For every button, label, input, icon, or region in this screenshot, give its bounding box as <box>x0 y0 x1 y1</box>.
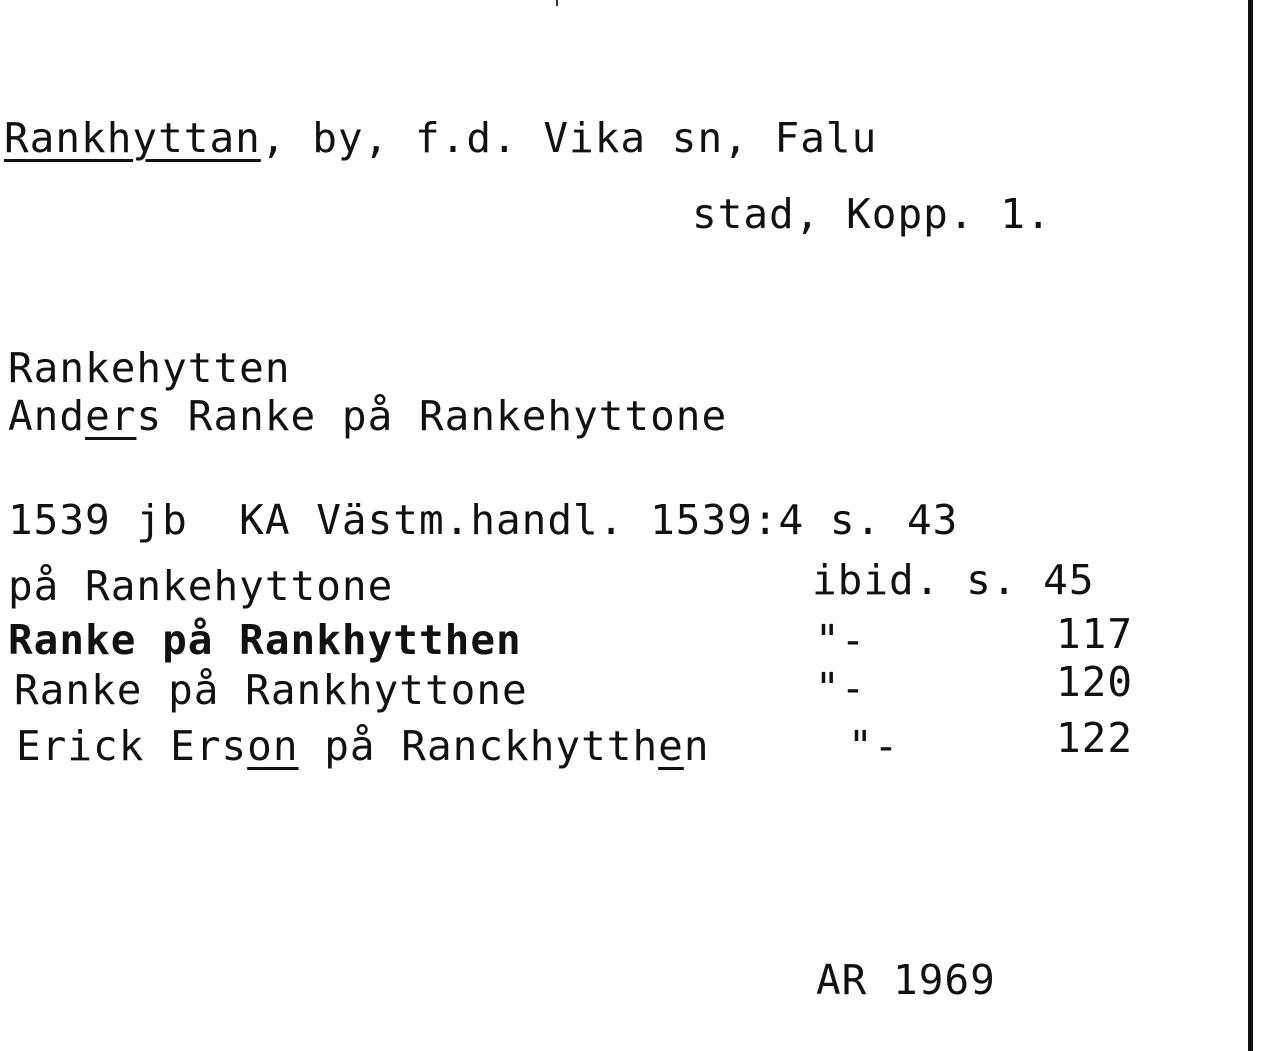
entry-text: på Rankehyttone <box>8 562 394 610</box>
erick-mid: på Ranckhytth <box>298 722 659 770</box>
anders-pre: And <box>8 392 86 440</box>
heading-line-1 <box>4 114 877 162</box>
signature: AR 1969 <box>816 956 996 1004</box>
anders-line <box>8 392 727 440</box>
top-mark <box>556 0 558 6</box>
entry-page: 120 <box>1056 658 1134 706</box>
erick-pre: Erick Ers <box>16 722 248 770</box>
entry-text: Ranke på Rankhytthen <box>8 616 522 664</box>
card-edge-line <box>1248 0 1253 1051</box>
entry-page: 117 <box>1056 610 1134 658</box>
erick-underlined-2: e <box>658 722 684 770</box>
anders-underlined: er <box>85 392 137 440</box>
entry-ditto: "- <box>815 664 867 712</box>
variant-name: Rankehytten <box>8 344 291 392</box>
erick-post: n <box>683 722 710 770</box>
erick-underlined: on <box>247 722 299 770</box>
entry-ditto: "- <box>848 722 900 770</box>
entry-ditto: "- <box>815 616 867 664</box>
source-line: 1539 jb KA Västm.handl. 1539:4 s. 43 <box>8 496 959 544</box>
heading-rest: , by, f.d. Vika sn, Falu <box>260 114 878 162</box>
entry-text <box>16 722 710 770</box>
entry-ref: ibid. s. 45 <box>812 556 1095 604</box>
place-name: Rankhyttan <box>4 114 261 162</box>
heading-line-2: stad, Kopp. 1. <box>692 190 1052 238</box>
entry-text: Ranke på Rankhyttone <box>14 666 528 714</box>
anders-post: s Ranke på Rankehyttone <box>136 392 728 440</box>
entry-page: 122 <box>1056 714 1134 762</box>
